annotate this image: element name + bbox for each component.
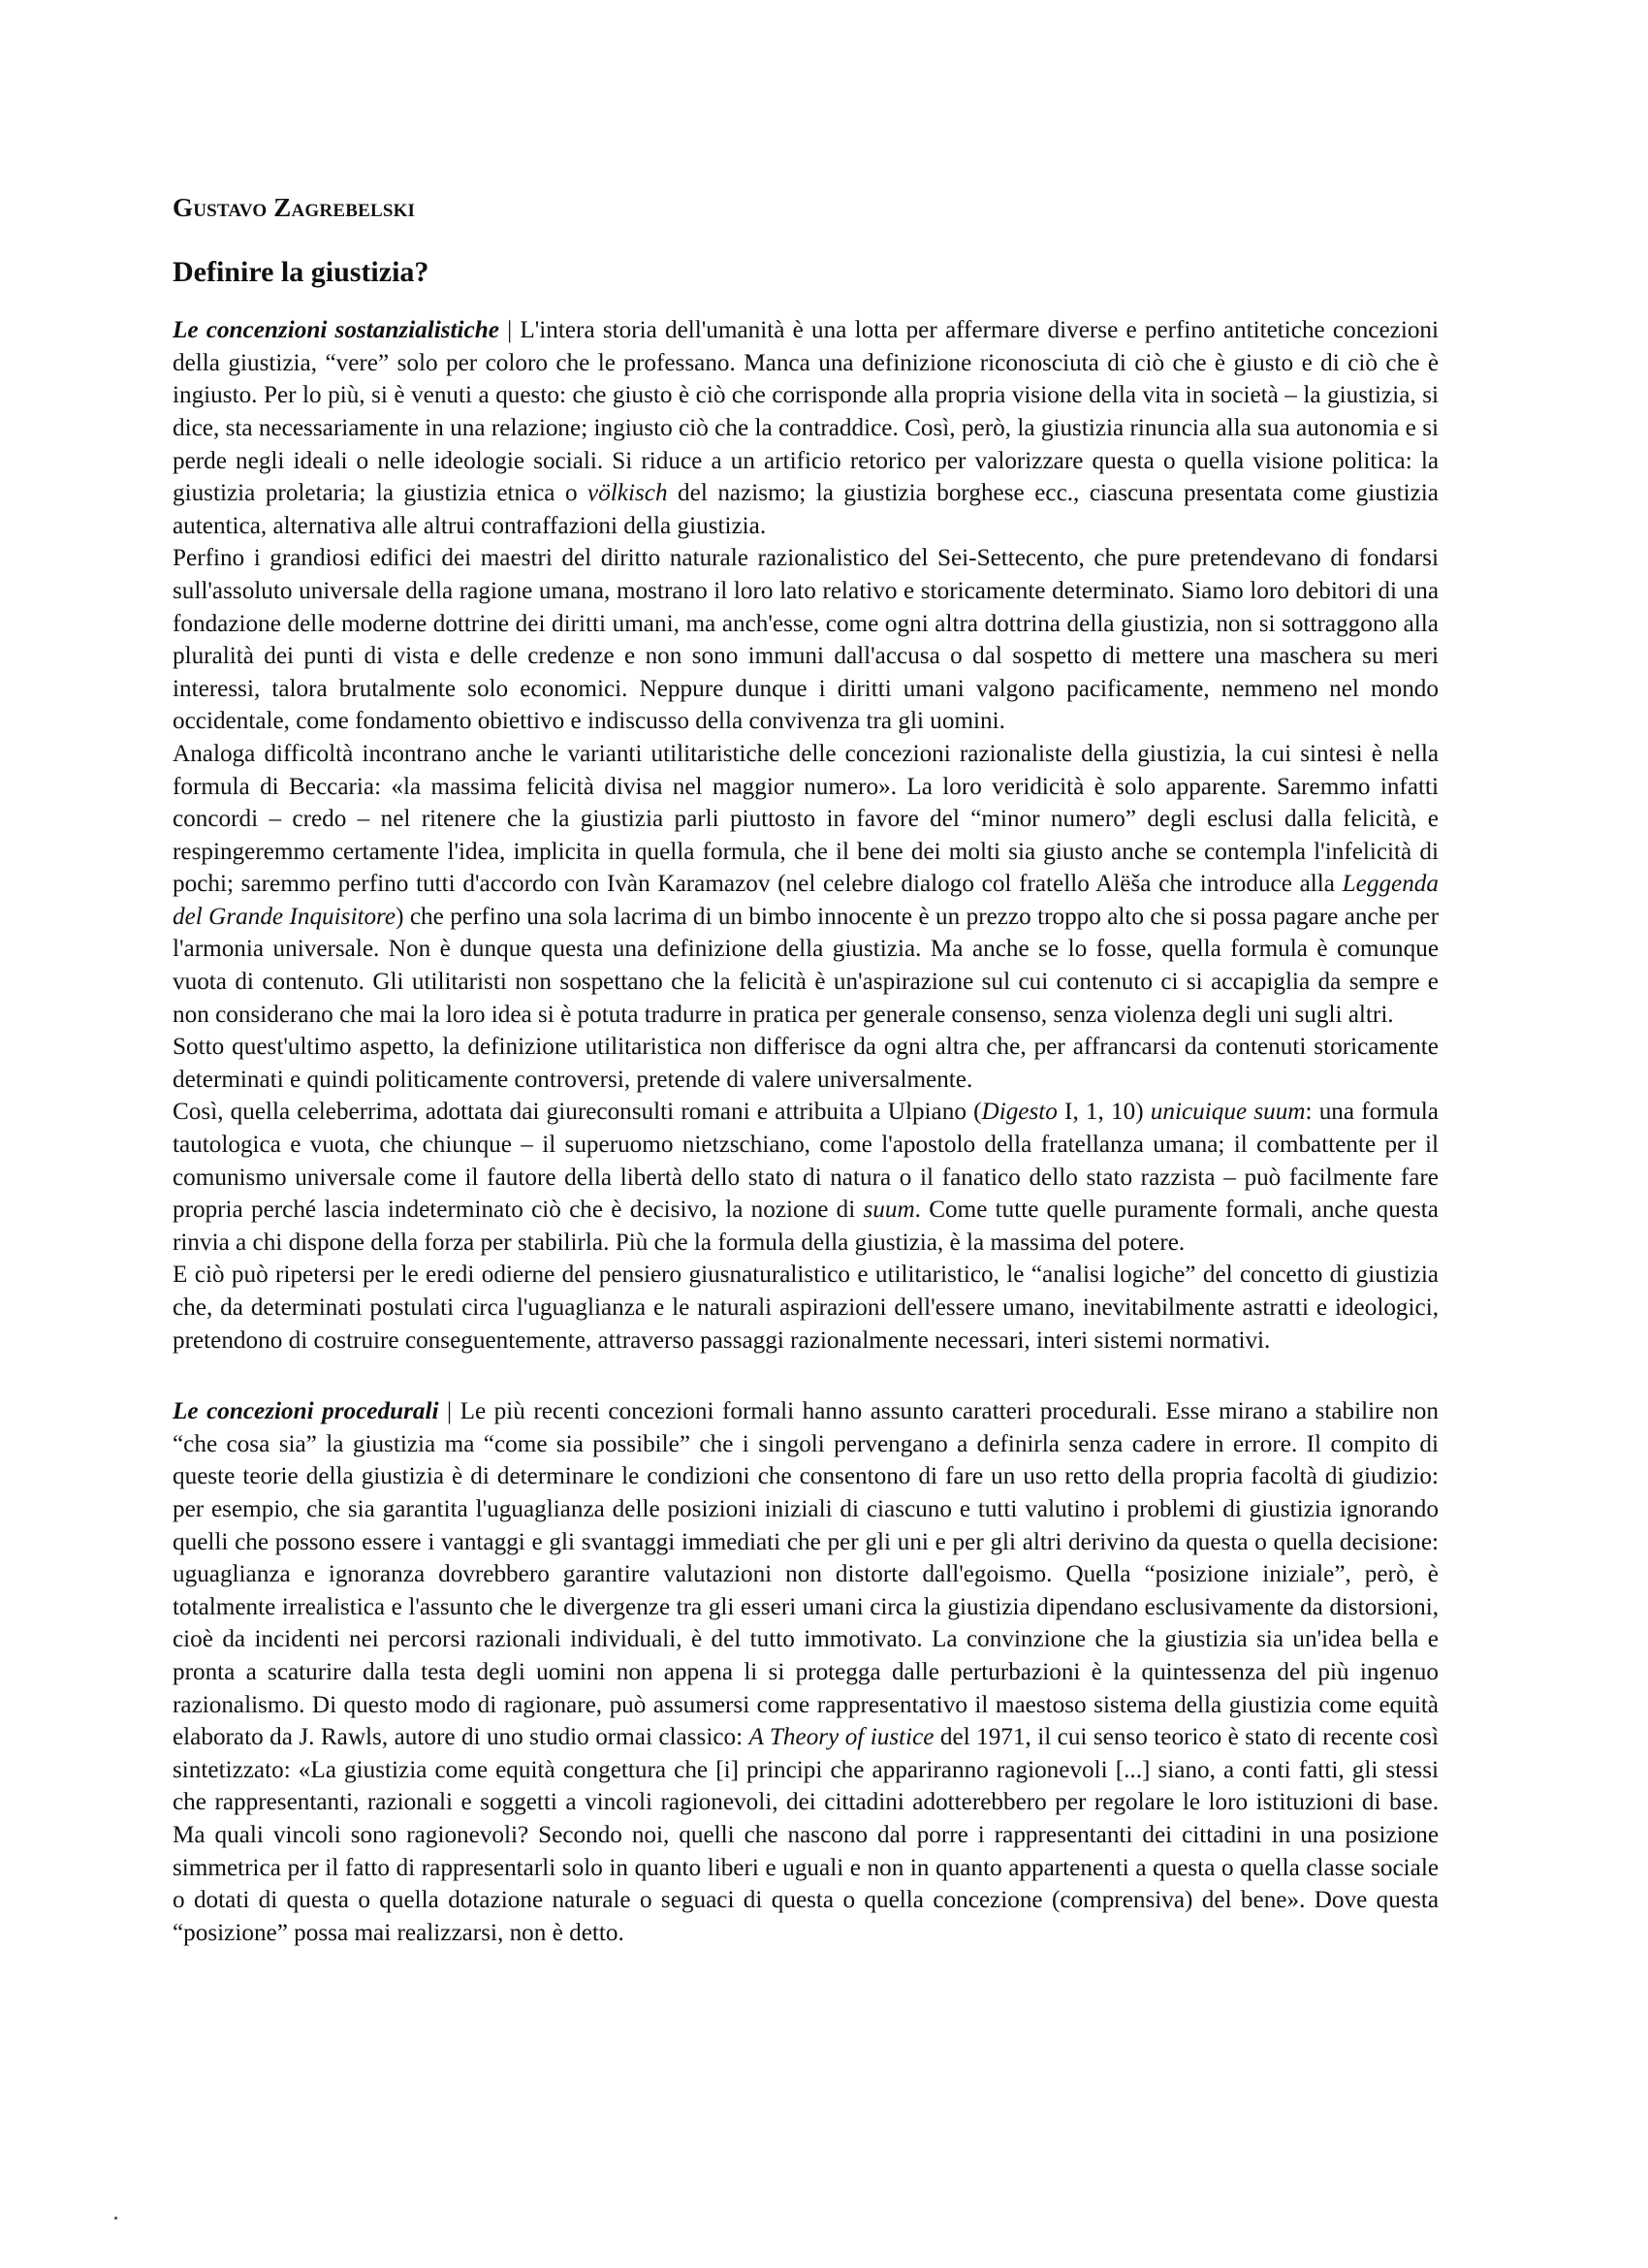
emphasis-text: unicuique suum [1150, 1099, 1306, 1126]
document-title: Definire la giustizia? [173, 255, 429, 288]
heading-separator: | [498, 317, 521, 344]
text-run: del 1971, il cui senso teorico è stato di recente così sintetizzato: «La giustizia come equità congettura che [i] principi che appariranno ragionevoli [...] siano, a conti fatti, gli stessi che rappresentanti, razionali e soggetti a vincoli ragionevoli, dei cittadini adotterebbero per regolare le loro istituzioni di base. Ma quali vincoli sono ragionevoli? Secondo noi, quelli che nascono dal porre i rappresentanti dei cittadini in una posizione simmetrica per il fatto di rappresentarli solo in quanto liberi e uguali e non in quanto appartenenti a questa o quella classe sociale o dotati di questa o quella dotazione naturale o seguaci di questa o quella concezione (comprensiva) del bene». Dove questa “posizione” possa mai realizzarsi, non è detto. [173, 1724, 1439, 1946]
text-run: ) che perfino una sola lacrima di un bimbo innocente è un prezzo troppo alto che si possa pagare anche per l'armonia universale. Non è dunque questa una definizione della giustizia. Ma anche se lo fosse, quella formula è comunque vuota di contenuto. Gli utilitaristi non sospettano che la felicità è un'aspirazione sul cui contenuto ci si accapiglia da sempre e non considerano che mai la loro idea si è potuta tradurre in pratica per generale consenso, senza violenza degli uni sugli altri. [173, 903, 1439, 1028]
heading-separator: | [438, 1398, 460, 1425]
text-run: Così, quella celeberrima, adottata dai giureconsulti romani e attribuita a Ulpiano ( [173, 1099, 982, 1126]
text-run: : una formula tautologica e vuota, che chiunque – il superuomo nietzschiano, come l'apostolo della fratellanza umana; il combattente per il comunismo universale come il fautore della libertà dello stato di natura o il fanatico dello stato razzista – può facilmente fare propria perché lascia indeterminato ciò che è decisivo, la nozione di [173, 1099, 1439, 1224]
emphasis-text: Leggenda del Grande Inquisitore [173, 871, 1439, 930]
paragraph [173, 1395, 1439, 1949]
emphasis-text: suum [863, 1197, 915, 1224]
paragraph [173, 738, 1439, 1031]
text-run: L'intera storia dell'umanità è una lotta per affermare diverse e perfino antitetiche concezioni della giustizia, “vere” solo per coloro che le professano. Manca una definizione riconosciuta di ciò che è giusto e di ciò che è ingiusto. Per lo più, si è venuti a questo: che giusto è ciò che corrisponde alla propria visione della vita in società – la giustizia, si dice, sta necessariamente in una relazione; ingiusto ciò che la contraddice. Così, però, la giustizia rinuncia alla sua autonomia e si perde negli ideali o nelle ideologie sociali. Si riduce a un artificio retorico per valorizzare questa o quella visione politica: la giustizia proletaria; la giustizia etnica o [173, 317, 1440, 507]
paragraph [173, 1096, 1439, 1259]
paragraph: Perfino i grandiosi edifici dei maestri del diritto naturale razionalistico del Sei-Settecento, che pure pretendevano di fondarsi sull'assoluto universale della ragione umana, mostrano il loro lato relativo e storicamente determinato. Siamo loro debitori di una fondazione delle moderne dottrine dei diritti umani, ma anch'esse, come ogni altra dottrina della giustizia, non si sottraggono alla pluralità dei punti di vista e delle credenze e non sono immuni dall'accusa o dal sospetto di mettere una maschera su meri interessi, talora brutalmente solo economici. Neppure dunque i diritti umani valgono pacificamente, nemmeno nel mondo occidentale, come fondamento obiettivo e indiscusso della convivenza tra gli uomini. [173, 545, 1439, 735]
section-sostanzialistiche [173, 314, 1439, 1357]
author-name: Gustavo Zagrebelski [173, 193, 416, 222]
section-procedurali [173, 1395, 1439, 1949]
text-run: del nazismo; la giustizia borghese ecc., ciascuna presentata come giustizia autentica, alternativa alle altrui contraffazioni della giustizia. [173, 480, 1439, 539]
text-run: . Come tutte quelle puramente formali, anche questa rinvia a chi dispone della forza per stabilirla. Più che la formula della giustizia, è la massima del potere. [173, 1197, 1439, 1256]
text-run: Le più recenti concezioni formali hanno assunto caratteri procedurali. Esse mirano a stabilire non “che cosa sia” la giustizia ma “come sia possibile” che i singoli pervengano a definirla senza cadere in errore. Il compito di queste teorie della giustizia è di determinare le condizioni che consentono di fare un uso retto della propria facoltà di giudizio: per esempio, che sia garantita l'uguaglianza delle posizioni iniziali di ciascuno e tutti valutino i problemi di giustizia ignorando quelli che possono essere i vantaggi e gli svantaggi immediati che per gli uni e per gli altri derivino da questa o quella decisione: uguaglianza e ignoranza dovrebbero garantire valutazioni non distorte dall'egoismo. Quella “posizione iniziale”, però, è totalmente irrealistica e l'assunto che le divergenze tra gli esseri umani circa la giustizia dipendano esclusivamente da distorsioni, cioè da incidenti nei percorsi razionali individuali, è del tutto immotivato. La convinzione che la giustizia sia un'idea bella e pronta a scaturire dalla testa degli uomini non appena li si protegga dalle perturbazioni è la quintessenza del più ingenuo razionalismo. Di questo modo di ragionare, può assumersi come rappresentativo il maestoso sistema della giustizia come equità elaborato da J. Rawls, autore di uno studio ormai classico: [173, 1398, 1439, 1751]
scan-speck [114, 2217, 117, 2220]
emphasis-text: völkisch [587, 480, 668, 507]
emphasis-text: Digesto [981, 1099, 1058, 1126]
text-run: Analoga difficoltà incontrano anche le varianti utilitaristiche delle concezioni razionaliste della giustizia, la cui sintesi è nella formula di Beccaria: «la massima felicità divisa nel maggior numero». La loro veridicità è solo apparente. Saremmo infatti concordi – credo – nel ritenere che la giustizia parli piuttosto in favore del “minor numero” degli esclusi dalla felicità, e respingeremmo certamente l'idea, implicita in quella formula, che il bene dei molti sia giusto anche se contempla l'infelicità di pochi; saremmo perfino tutti d'accordo con Ivàn Karamazov (nel celebre dialogo col fratello Alëša che introduce alla [173, 740, 1439, 898]
paragraph [173, 314, 1439, 542]
text-run: I, 1, 10) [1057, 1099, 1151, 1126]
section-heading: Le concezioni procedurali [173, 1398, 439, 1425]
paragraph: E ciò può ripetersi per le eredi odierne del pensiero giusnaturalistico e utilitaristico, le “analisi logiche” del concetto di giustizia che, da determinati postulati circa l'uguaglianza e le naturali aspirazioni dell'essere umano, inevitabilmente astratti e ideologici, pretendono di costruire conseguentemente, attraverso passaggi razionalmente necessari, interi sistemi normativi. [173, 1262, 1439, 1354]
emphasis-text: A Theory of iustice [748, 1724, 935, 1751]
paragraph: Sotto quest'ultimo aspetto, la definizione utilitaristica non differisce da ogni altra che, per affrancarsi da contenuti storicamente determinati e quindi politicamente controversi, pretende di valere universalmente. [173, 1034, 1439, 1093]
section-heading: Le concenzioni sostanzialistiche [173, 317, 499, 344]
document-page [173, 192, 1439, 1949]
